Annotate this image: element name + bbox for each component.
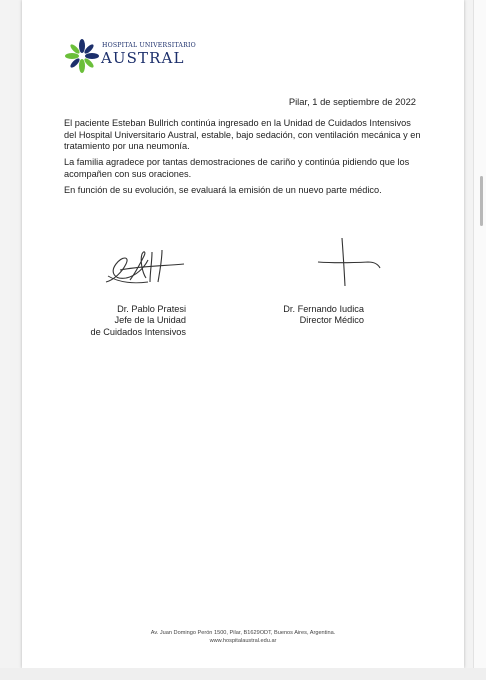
viewer-bottom-edge: [0, 668, 486, 680]
scrollbar-track[interactable]: [473, 0, 486, 680]
paragraph-evolution: En función de su evolución, se evaluará la emisión de un nuevo parte médico.: [64, 185, 382, 195]
logo-subtitle: HOSPITAL UNIVERSITARIO: [102, 42, 196, 49]
signature-pratesi: [100, 246, 200, 288]
paragraph-status: El paciente Esteban Bullrich continúa ingresado en la Unidad de Cuidados Intensivos del Hospital Universitario Austral, estable, bajo sedación, con ventilación mecánica y en tratamiento por una neumonía.: [64, 118, 421, 152]
signature-block-iudica: [283, 304, 364, 327]
footer-address: Av. Juan Domingo Perón 1500, Pilar, B1629ODT, Buenos Aires, Argentina.: [150, 630, 336, 636]
document-page: [22, 0, 464, 668]
scrollbar-thumb[interactable]: [480, 176, 483, 226]
letter-date: Pilar, 1 de septiembre de 2022: [288, 96, 416, 107]
flower-logo-icon: [64, 36, 104, 76]
hospital-logo: [64, 36, 204, 76]
logo-title: AUSTRAL: [101, 49, 185, 67]
paragraph-family: La familia agradece por tantas demostraciones de cariño y continúa pidiendo que los acompañen con sus oraciones.: [64, 157, 410, 179]
signature-iudica: [308, 236, 388, 294]
signer-role: Jefe de la Unidad: [114, 315, 186, 326]
signer-role: de Cuidados Intensivos: [90, 326, 186, 337]
page-footer: [22, 630, 464, 645]
signer-name: Dr. Fernando Iudica: [283, 304, 364, 314]
signer-role: Director Médico: [299, 315, 364, 326]
signer-name: Dr. Pablo Pratesi: [117, 304, 186, 314]
footer-website[interactable]: www.hospitalaustral.edu.ar: [209, 637, 277, 644]
signature-block-pratesi: [90, 304, 186, 338]
